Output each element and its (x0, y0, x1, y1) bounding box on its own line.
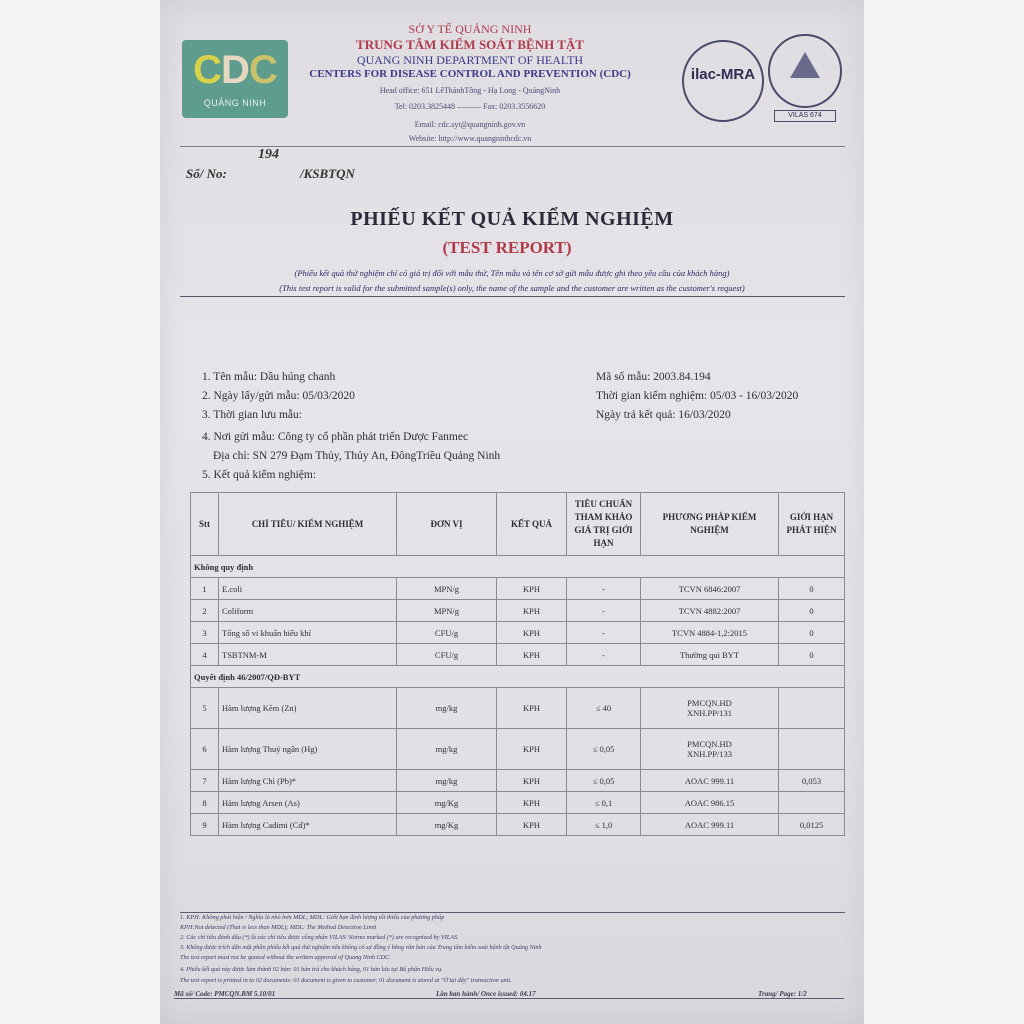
cell-result: KPH (497, 792, 567, 814)
cell-name: Hàm lượng Chì (Pb)* (219, 770, 397, 792)
header-center-en: CENTERS FOR DISEASE CONTROL AND PREVENTION (CDC) (309, 68, 631, 80)
table-row (191, 600, 845, 622)
validity-note-vi: (Phiếu kết quả thử nghiệm chỉ có giá trị đối với mẫu thử, Tên mẫu và tên cơ sở gửi mẫu được ghi theo yêu cầu của khách hàng) (294, 268, 730, 278)
cell-lod (779, 792, 845, 814)
cell-result: KPH (497, 688, 567, 729)
cell-result: KPH (497, 622, 567, 644)
document-number: 194 (258, 147, 279, 162)
cell-method: AOAC 999.11 (641, 770, 779, 792)
cell-name: E.coli (219, 578, 397, 600)
results-label: 5. Kết quả kiểm nghiệm: (202, 469, 317, 481)
test-period: Thời gian kiểm nghiệm: 05/03 - 16/03/2020 (596, 390, 799, 402)
footnote-line: The test report must not be quoted without the written approval of Quang Ninh CDC. (180, 954, 391, 961)
header-ministry-en: QUANG NINH DEPARTMENT OF HEALTH (356, 53, 584, 67)
cell-lod: 0 (779, 644, 845, 666)
cell-name: TSBTNM-M (219, 644, 397, 666)
cell-unit: mg/kg (397, 688, 497, 729)
cell-method: TCVN 4882:2007 (641, 600, 779, 622)
cell-standard: - (567, 644, 641, 666)
accreditation-triangle-icon (790, 52, 820, 78)
table-header-row (191, 493, 845, 556)
method-line-2: XNH.PP/131 (686, 708, 733, 718)
report-title: PHIẾU KẾT QUẢ KIỂM NGHIỆM (350, 208, 674, 230)
cell-unit: CFU/g (397, 644, 497, 666)
section-row (191, 556, 845, 578)
return-date: Ngày trả kết quả: 16/03/2020 (596, 409, 731, 421)
vilas-label: VILAS 674 (774, 110, 836, 122)
cell-unit: MPN/g (397, 600, 497, 622)
cell-stt: 4 (191, 644, 219, 666)
bottom-divider (174, 998, 844, 999)
document-number-label: Số/ No: (186, 166, 227, 181)
cell-name: Hàm lượng Arsen (As) (219, 792, 397, 814)
table-row (191, 729, 845, 770)
cdc-logo (182, 40, 288, 118)
cell-lod (779, 729, 845, 770)
header-divider (180, 146, 845, 147)
cell-lod: 0,0125 (779, 814, 845, 836)
cell-unit: mg/kg (397, 770, 497, 792)
header-address: Head office: 651 LêThánhTông - Hạ Long - QuảngNinh (379, 86, 561, 95)
logo-letter-d: D (221, 48, 249, 92)
cell-method (641, 688, 779, 729)
ilac-seal-text: ilac-MRA (690, 66, 756, 83)
cell-stt: 2 (191, 600, 219, 622)
page-number: Trang/ Page: 1/2 (758, 990, 807, 998)
sample-date: 2. Ngày lấy/gửi mẫu: 05/03/2020 (202, 390, 355, 402)
cell-standard: ≤ 0,1 (567, 792, 641, 814)
cell-method: AOAC 986.15 (641, 792, 779, 814)
cell-method: TCVN 4884-1,2:2015 (641, 622, 779, 644)
table-row (191, 622, 845, 644)
cell-method: TCVN 6846:2007 (641, 578, 779, 600)
table-row (191, 688, 845, 729)
logo-subtitle: QUẢNG NINH (203, 98, 267, 108)
table-row (191, 644, 845, 666)
cell-result: KPH (497, 729, 567, 770)
cell-name: Hàm lượng Kẽm (Zn) (219, 688, 397, 729)
test-report-page (160, 0, 864, 1024)
sender: 4. Nơi gửi mẫu: Công ty cổ phần phát triển Dược Fanmec (202, 431, 469, 443)
cell-stt: 5 (191, 688, 219, 729)
header-stt: Stt (191, 493, 219, 556)
header-email: Email: cdc.syt@quangninh.gov.vn (414, 120, 526, 129)
sample-code: Mã số mẫu: 2003.84.194 (596, 371, 711, 383)
cell-standard: ≤ 0,05 (567, 770, 641, 792)
table-row (191, 792, 845, 814)
section-label-2: Quyết định 46/2007/QĐ-BYT (191, 666, 845, 688)
cell-result: KPH (497, 644, 567, 666)
cell-result: KPH (497, 814, 567, 836)
header-standard: TIÊU CHUẨN THAM KHẢO GIÁ TRỊ GIỚI HẠN (567, 493, 641, 556)
header-criteria: CHỈ TIÊU/ KIỂM NGHIỆM (219, 493, 397, 556)
validity-note-en: (This test report is valid for the submitted sample(s) only, the name of the sample and the customer are written as the customer's request) (279, 283, 745, 293)
footnote-line: 4. Phiếu kết quả này được làm thành 02 bản: 01 bản trả cho khách hàng, 01 bản lưu tại Bộ phận Hiếu vụ. (180, 966, 443, 973)
cell-stt: 9 (191, 814, 219, 836)
cell-result: KPH (497, 600, 567, 622)
cell-standard: - (567, 600, 641, 622)
sender-address: Địa chỉ: SN 279 Đạm Thủy, Thủy An, ĐôngTriều Quảng Ninh (213, 450, 501, 462)
method-line-1: PMCQN.HD (687, 698, 732, 708)
cell-name: Coliform (219, 600, 397, 622)
header-ministry: SỞ Y TẾ QUẢNG NINH (408, 22, 532, 36)
header-lod: GIỚI HẠN PHÁT HIỆN (779, 493, 845, 556)
ilac-mra-seal (682, 40, 764, 122)
header-unit: ĐƠN VỊ (397, 493, 497, 556)
issue-number: Lần ban hành/ Once issued: 04.17 (436, 990, 536, 998)
note-underline (180, 296, 845, 297)
table-row (191, 578, 845, 600)
table-row (191, 770, 845, 792)
cdc-logo-letters (182, 48, 288, 93)
cell-standard: - (567, 578, 641, 600)
header-website: Website: http://www.quangninhcdc.vn (408, 134, 532, 143)
cell-lod: 0 (779, 622, 845, 644)
cell-unit: CFU/g (397, 622, 497, 644)
cell-unit: mg/Kg (397, 814, 497, 836)
cell-standard: ≤ 0,05 (567, 729, 641, 770)
sample-name: 1. Tên mẫu: Dầu húng chanh (202, 371, 336, 383)
cell-stt: 6 (191, 729, 219, 770)
logo-letter-c2: C (248, 48, 277, 92)
form-code: Mã số/ Code: PMCQN.BM 5.10/01 (174, 990, 276, 998)
header-phone: Tel: 0203.3825448 ——— Fax: 0203.3556620 (394, 102, 546, 111)
cell-method: Thường qui BYT (641, 644, 779, 666)
document-number-suffix: /KSBTQN (300, 166, 355, 181)
header-method: PHƯƠNG PHÁP KIỂM NGHIỆM (641, 493, 779, 556)
cell-standard: ≤ 40 (567, 688, 641, 729)
cell-name: Tổng số vi khuẩn hiếu khí (219, 622, 397, 644)
cell-result: KPH (497, 578, 567, 600)
storage-time: 3. Thời gian lưu mẫu: (202, 409, 302, 421)
cell-lod (779, 688, 845, 729)
report-subtitle: (TEST REPORT) (442, 238, 572, 257)
cell-name: Hàm lượng Thuỷ ngân (Hg) (219, 729, 397, 770)
header-center: TRUNG TÂM KIỂM SOÁT BỆNH TẬT (356, 37, 584, 52)
footnote-line: KPH:Not detected (That is less than MDL); MDL: The Method Detection Limit (180, 924, 377, 931)
accreditation-seal-icon (768, 34, 842, 108)
cell-standard: - (567, 622, 641, 644)
cell-stt: 1 (191, 578, 219, 600)
cell-name: Hàm lượng Cadimi (Cd)* (219, 814, 397, 836)
logo-letter-c1: C (193, 48, 222, 92)
cell-lod: 0 (779, 600, 845, 622)
footnote-divider (180, 912, 845, 913)
footnote-line: 2. Các chỉ tiêu đánh dấu (*) là các chỉ tiêu được công nhận VILAS/ Norms marked (*) are recognized by VILAS. (180, 934, 459, 941)
footnote-line: 1. KPH: Không phát hiện / Nghĩa là nhỏ hơn MDL; MDL: Giới hạn định lượng tối thiểu của phương pháp (180, 914, 445, 921)
cell-method (641, 729, 779, 770)
section-label-1: Không quy định (191, 556, 845, 578)
cell-result: KPH (497, 770, 567, 792)
footnote-line: The test report is printed in to 02 documents: 01 document is given to customer, 01 document is stored at "Ở tại đây" transaction unit. (180, 977, 512, 984)
cell-standard: ≤ 1,0 (567, 814, 641, 836)
footnote-line: 3. Không được trích dẫn một phần phiếu kết quả thử nghiệm nếu không có sự đồng ý bằng văn bản của Trung tâm kiểm soát bệnh tật Quảng Ninh (180, 944, 542, 951)
cell-stt: 3 (191, 622, 219, 644)
section-row (191, 666, 845, 688)
cell-stt: 8 (191, 792, 219, 814)
cell-stt: 7 (191, 770, 219, 792)
cell-unit: mg/Kg (397, 792, 497, 814)
cell-unit: MPN/g (397, 578, 497, 600)
cell-lod: 0 (779, 578, 845, 600)
method-line-1: PMCQN.HD (687, 739, 732, 749)
method-line-2: XNH.PP/133 (686, 749, 733, 759)
header-result: KẾT QUẢ (497, 493, 567, 556)
cell-method: AOAC 999.11 (641, 814, 779, 836)
cell-unit: mg/kg (397, 729, 497, 770)
table-row (191, 814, 845, 836)
cell-lod: 0,053 (779, 770, 845, 792)
results-table (190, 492, 845, 836)
